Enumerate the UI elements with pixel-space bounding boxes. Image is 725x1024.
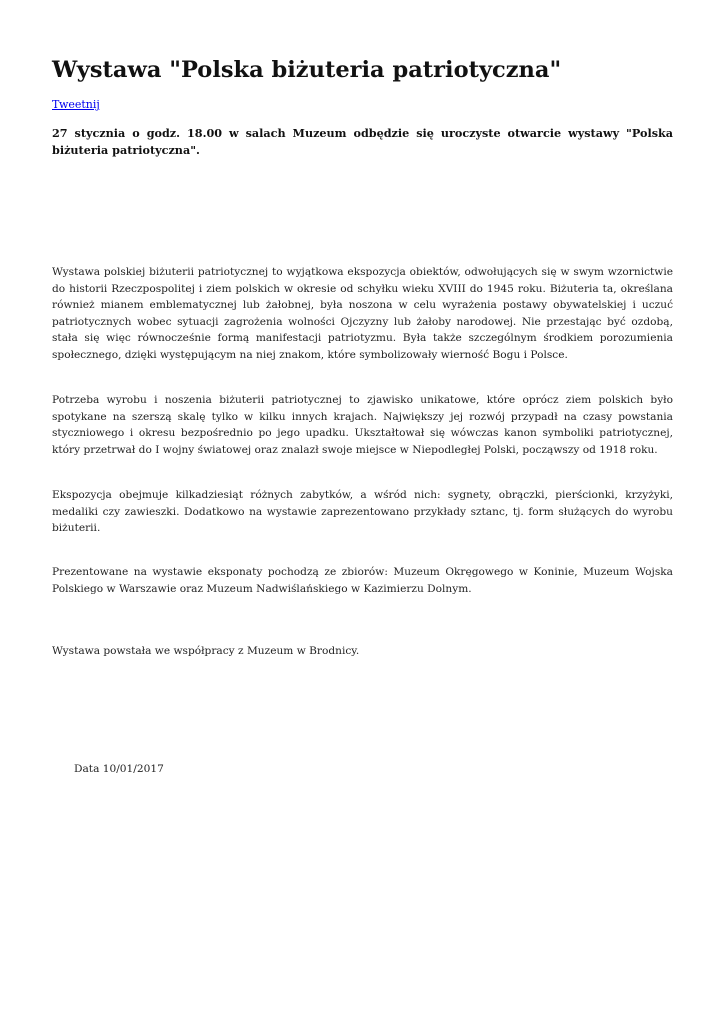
article-paragraph: Ekspozycja obejmuje kilkadziesiąt różnych zabytków, a wśród nich: sygnety, obrączki, pierścionki, krzyżyki, medaliki czy zawieszki. Dodatkowo na wystawie zaprezentowano przykłady sztanc, tj. form służących do wyrobu biżuterii. [52, 489, 673, 535]
article-paragraph: Wystawa polskiej biżuterii patriotycznej to wyjątkowa ekspozycja obiektów, odwołujących się w swym wzornictwie do historii Rzeczpospolitej i ziem polskich w okresie od schyłku wieku XVIII do 1945 roku. Biżuteria ta, określana również mianem emblematycznej lub żałobnej, była noszona w celu wyrażenia postawy obywatelskiej i uczuć patriotycznych wobec sytuacji zagrożenia wolności Ojczyzny lub żałoby narodowej. Nie przestając być ozdobą, stała się więc równocześnie formą manifestacji patriotyzmu. Była także szczególnym środkiem porozumienia społecznego, dzięki występującym na niej znakom, które symbolizowały wierność Bogu i Polsce. [52, 266, 673, 361]
page-title: Wystawa "Polska biżuteria patriotyczna" [52, 57, 562, 83]
tweet-link[interactable]: Tweetnij [52, 98, 100, 111]
article-paragraph: Prezentowane na wystawie eksponaty pochodzą ze zbiorów: Muzeum Okręgowego w Koninie, Muzeum Wojska Polskiego w Warszawie oraz Muzeum Nadwiślańskiego w Kazimierzu Dolnym. [52, 566, 673, 595]
article-paragraph: Potrzeba wyrobu i noszenia biżuterii patriotycznej to zjawisko unikatowe, które oprócz ziem polskich było spotykane na szerszą skalę tylko w kilku innych krajach. Największy jej rozwój przypadł na czasy powstania styczniowego i okresu bezpośrednio po jego upadku. Ukształtował się wówczas kanon symboliki patriotycznej, który przetrwał do I wojny światowej oraz znalazł swoje miejsce w Niepodległej Polski, począwszy od 1918 roku. [52, 394, 673, 456]
publication-date: Data 10/01/2017 [74, 763, 164, 775]
article-paragraph: Wystawa powstała we współpracy z Muzeum w Brodnicy. [52, 645, 360, 657]
article-lead: 27 stycznia o godz. 18.00 w salach Muzeum odbędzie się uroczyste otwarcie wystawy "Polska biżuteria patriotyczna". [52, 126, 673, 157]
